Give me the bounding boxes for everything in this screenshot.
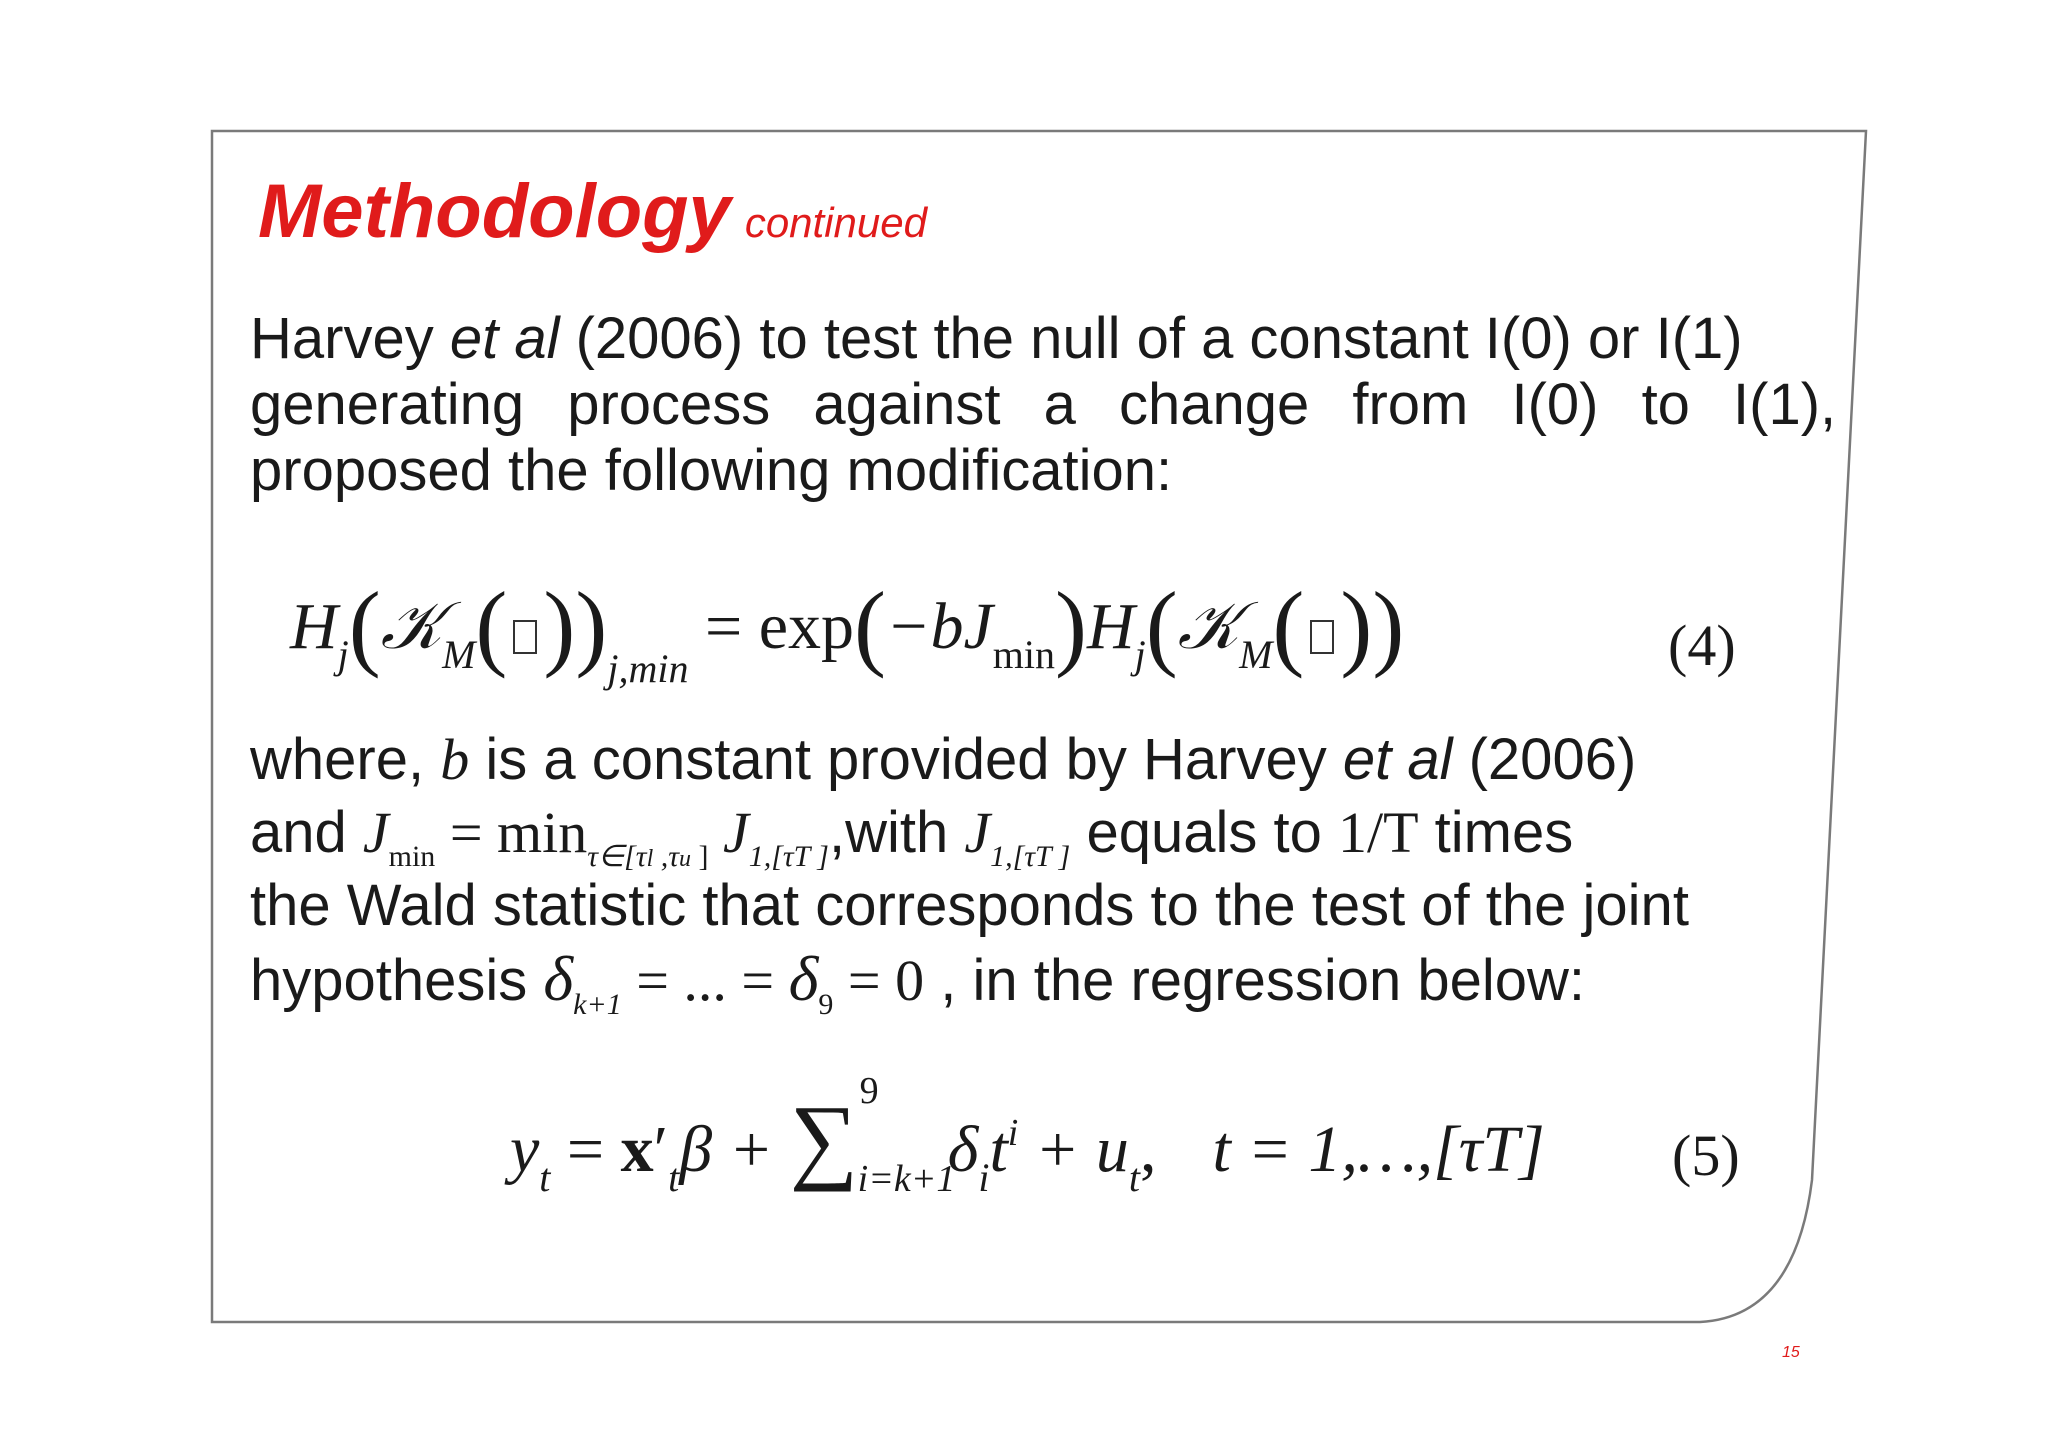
title-main: Methodology	[258, 169, 731, 254]
placeholder-glyph	[513, 620, 537, 654]
intro-line-3: proposed the following modification:	[250, 438, 1173, 503]
intro-line-1: Harvey et al (2006) to test the null of a constant I(0) or I(1)	[250, 306, 1743, 371]
title-subtitle: continued	[744, 199, 927, 246]
placeholder-glyph	[1310, 620, 1334, 654]
where-line-3: the Wald statistic that corresponds to the test of the joint	[250, 873, 1689, 938]
page-number: 15	[1782, 1344, 1800, 1361]
slide-title	[258, 168, 927, 255]
where-line-1: where, b is a constant provided by Harvey et al (2006)	[250, 727, 1637, 792]
equation-4-number: (4)	[1668, 613, 1736, 678]
equation-4: $H_j(𝒦_M$( ))$_{j,min}$ = $\exp(-bJ_{min})H_j(𝒦_M$( ))	[290, 572, 1405, 691]
equation-5: $y_t = x'_t\beta$ + ∑ 9 i=k+1 $\delta_it^i + u_t$, t = 1,…,[τT]	[510, 1070, 1545, 1200]
where-line-4: hypothesis $\delta_{k+1}$ = ... = $\delta_9 = 0$ , in the regression below:	[250, 943, 1586, 1021]
equation-5-number: (5)	[1672, 1123, 1740, 1188]
summation: ∑ 9 i=k+1	[789, 1070, 956, 1200]
intro-paragraph	[250, 306, 1840, 504]
where-paragraph	[250, 723, 1840, 1021]
intro-line-2: generating process against a change from I(0) to I(1),	[250, 372, 1837, 437]
where-line-2: and $J_{min} = \min_{\tau\in[\tau l} _{,\tau u}$ $_]$ $J_{1,[\tau T ]},with$ $J_{1,[\tau T ]}$ equals to 1/T times	[250, 800, 1574, 873]
